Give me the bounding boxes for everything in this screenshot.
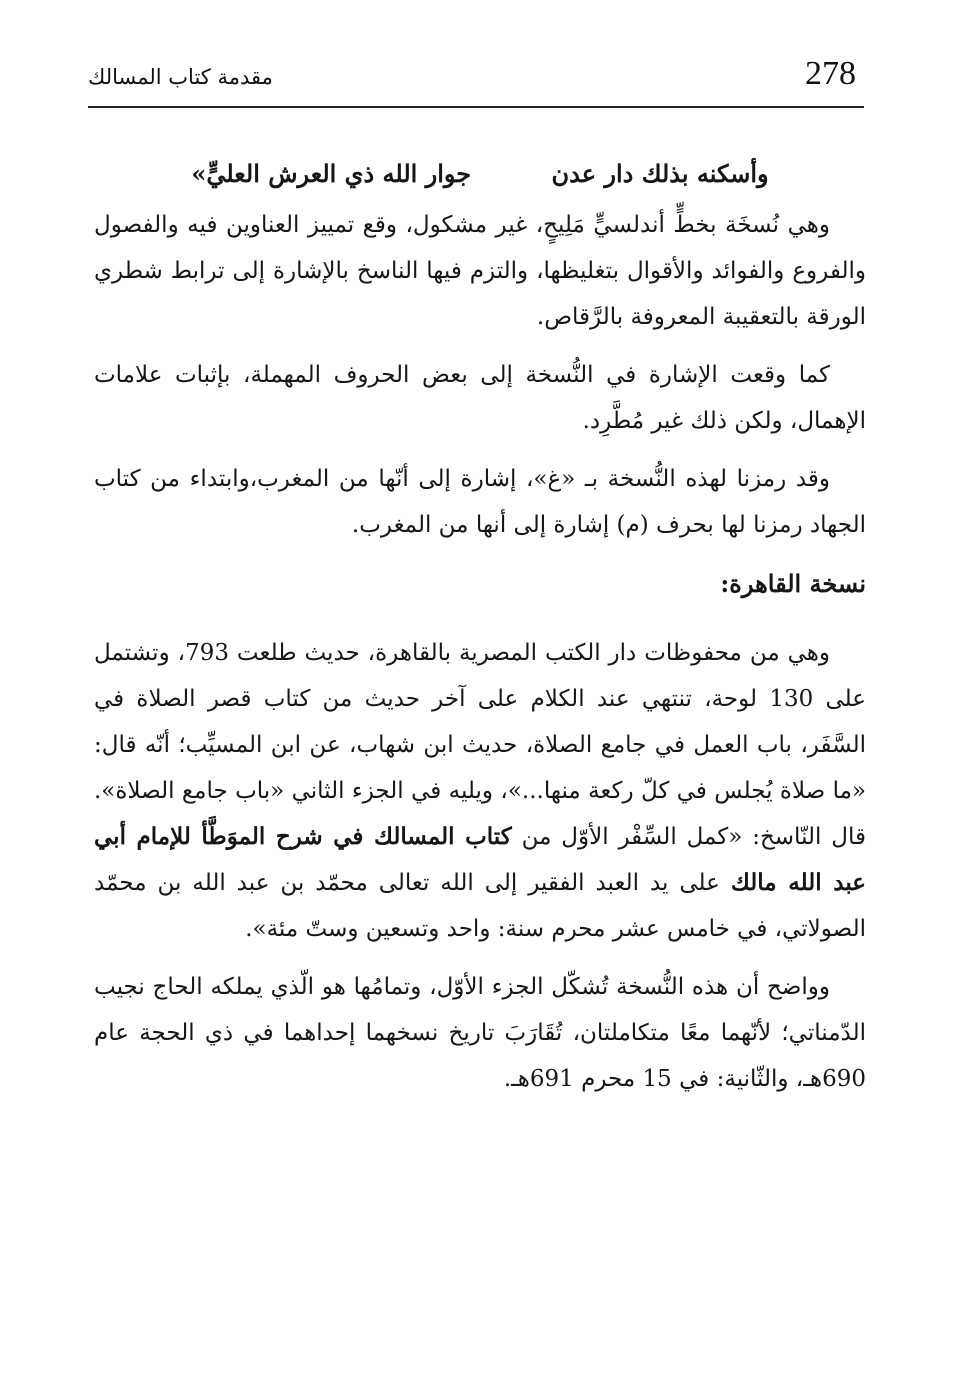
- cairo-text-part-2: على يد العبد الفقير إلى الله تعالى محمّد بن عبد الله بن محمّد الصولاتي، في خامس عشر محرم سنة: واحد وتسعين وستّ مئة».: [94, 870, 866, 942]
- paragraph-diacritic-marks: كما وقعت الإشارة في النُّسخة إلى بعض الحروف المهملة، بإثبات علامات الإهمال، ولكن ذلك غير مُطَّرِد.: [94, 362, 866, 434]
- cairo-text-part-1: وهي من محفوظات دار الكتب المصرية بالقاهرة، حديث طلعت 793، وتشتمل على 130 لوحة، تنتهي عند الكلام على آخر حديث من كتاب قصر الصلاة في السَّفَر، باب العمل في جامع الصلاة، حديث ابن شهاب، عن ابن المسيِّب؛ أنّه قال: «ما صلاة يُجلس في كلّ ركعة منها...»، ويليه في الجزء الثاني «باب جامع الصلاة». قال النّاسخ: «كمل السِّفْر الأوّل من: [94, 640, 866, 850]
- paragraph-manuscript-description: وهي نُسخَة بخطٍّ أندلسيٍّ مَلِيحٍ، غير مشكول، وقع تمييز العناوين فيه والفصول والفروع والفوائد والأقوال بتغليظها، والتزم فيها الناسخ بالإشارة إلى ترابط شطري الورقة بالتعقيبة المعروفة بالرَّقاص.: [94, 212, 866, 330]
- book-title-bold: كتاب المسالك في شرح الموَطَّأ للإمام أبي عبد الله مالك: [94, 823, 866, 896]
- paragraph-manuscript-symbol: وقد رمزنا لهذه النُّسخة بـ «غ»، إشارة إلى أنّها من المغرب،وابتداء من كتاب الجهاد رمزنا لها بحرف (م) إشارة إلى أنها من المغرب.: [94, 466, 866, 538]
- paragraph-cairo-manuscript: [94, 630, 866, 952]
- running-header: [88, 50, 864, 106]
- verse-line: [94, 150, 866, 198]
- paragraph-completion-note: وواضح أن هذه النُّسخة تُشكّل الجزء الأوّل، وتمامُها هو الّذي يملكه الحاج نجيب الدّمناتي؛ لأنّهما معًا متكاملتان، تُقَارَبَ تاريخ نسخهما إحداهما في ذي الحجة عام 690هـ، والثّانية: في 15 محرم 691هـ.: [94, 974, 866, 1092]
- section-heading-cairo: نسخة القاهرة:: [720, 569, 866, 598]
- body-text: [94, 150, 866, 1114]
- header-rule: [88, 106, 864, 108]
- verse-hemistich-1: وأسكنه بذلك دار عدن: [551, 159, 769, 188]
- verse-hemistich-2: جوار الله ذي العرش العليٍّ»: [191, 159, 472, 188]
- running-title: مقدمة كتاب المسالك: [88, 65, 273, 89]
- page-number: 278: [805, 55, 856, 92]
